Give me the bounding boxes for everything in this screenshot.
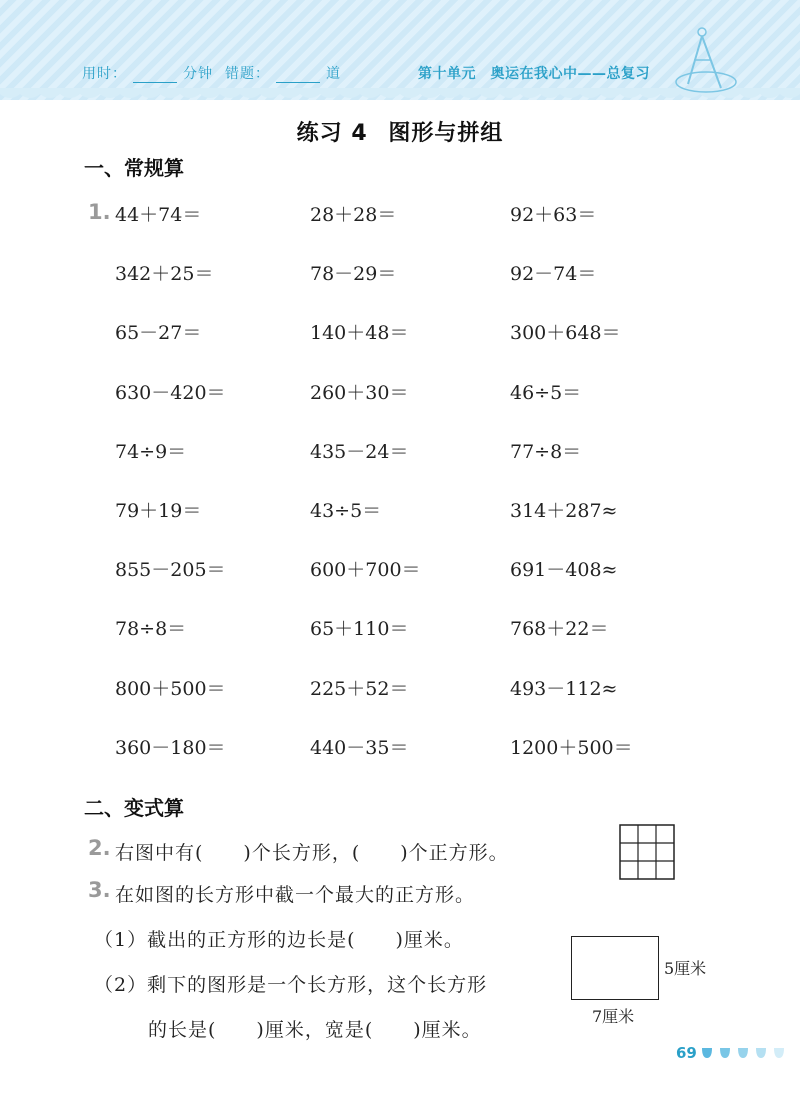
question-3-part-2-line-b: 的长是( )厘米，宽是( )厘米。 xyxy=(148,1019,482,1041)
problem-item: 74÷9＝ xyxy=(115,440,187,463)
rectangle-bottom-label: 7厘米 xyxy=(592,1007,635,1026)
errors-blank[interactable] xyxy=(276,68,320,83)
page-number: 69 xyxy=(676,1044,697,1062)
problem-item: 44＋74＝ xyxy=(115,204,202,226)
section-2-title: 二、变式算 xyxy=(84,796,184,820)
problem-item: 78－29＝ xyxy=(310,263,397,286)
problem-item: 28＋28＝ xyxy=(310,204,397,226)
question-1-number: 1. xyxy=(88,200,111,224)
problem-item: 225＋52＝ xyxy=(310,677,409,700)
problem-item: 630－420＝ xyxy=(115,381,226,404)
problem-item: 46÷5＝ xyxy=(510,381,582,404)
problem-item: 65＋110＝ xyxy=(310,618,409,641)
problem-item: 768＋22＝ xyxy=(510,618,609,641)
problem-item: 691－408≈ xyxy=(510,559,618,582)
question-2-text: 右图中有( )个长方形，( )个正方形。 xyxy=(115,842,509,864)
problem-item: 79＋19＝ xyxy=(115,500,202,522)
problem-item: 140＋48＝ xyxy=(310,322,409,345)
time-label: 用时： xyxy=(82,66,127,82)
problem-item: 92－74＝ xyxy=(510,263,597,286)
question-3-text: 在如图的长方形中截一个最大的正方形。 xyxy=(115,884,476,906)
unit-title: 第十单元 奥运在我心中——总复习 xyxy=(418,66,650,82)
question-3-number: 3. xyxy=(88,878,111,902)
rectangle-side-label: 5厘米 xyxy=(664,959,707,978)
grid-figure xyxy=(619,824,675,880)
page-decoration-icon xyxy=(700,1046,796,1060)
compass-icon xyxy=(666,22,746,98)
problem-item: 314＋287≈ xyxy=(510,500,618,522)
problem-item: 65－27＝ xyxy=(115,322,202,345)
problem-item: 300＋648＝ xyxy=(510,322,621,345)
problem-item: 855－205＝ xyxy=(115,559,226,582)
question-3-part-1: （1）截出的正方形的边长是( )厘米。 xyxy=(94,929,464,951)
problem-item: 77÷8＝ xyxy=(510,440,582,463)
problem-item: 342＋25＝ xyxy=(115,263,214,286)
problem-item: 78÷8＝ xyxy=(115,618,187,641)
errors-unit-label: 道 xyxy=(326,66,341,82)
problem-item: 92＋63＝ xyxy=(510,204,597,226)
problem-item: 260＋30＝ xyxy=(310,381,409,404)
lesson-number: 练习 4 xyxy=(296,121,368,146)
problem-item: 800＋500＝ xyxy=(115,677,226,700)
question-3-part-2-line-a: （2）剩下的图形是一个长方形，这个长方形 xyxy=(94,974,488,996)
problem-item: 435－24＝ xyxy=(310,440,409,463)
errors-label: 错题： xyxy=(225,66,270,82)
header-record-fields xyxy=(82,63,341,83)
problem-item: 493－112≈ xyxy=(510,677,618,700)
page-title xyxy=(0,116,800,147)
section-1-title: 一、常规算 xyxy=(84,156,184,180)
problem-item: 600＋700＝ xyxy=(310,559,421,582)
problem-item: 1200＋500＝ xyxy=(510,736,633,759)
question-2-number: 2. xyxy=(88,836,111,860)
problem-item: 43÷5＝ xyxy=(310,500,382,522)
rectangle-figure xyxy=(571,936,659,1000)
time-blank[interactable] xyxy=(133,68,177,83)
lesson-topic: 图形与拼组 xyxy=(388,121,504,146)
minutes-label: 分钟 xyxy=(183,66,213,82)
problem-item: 440－35＝ xyxy=(310,736,409,759)
problem-item: 360－180＝ xyxy=(115,736,226,759)
